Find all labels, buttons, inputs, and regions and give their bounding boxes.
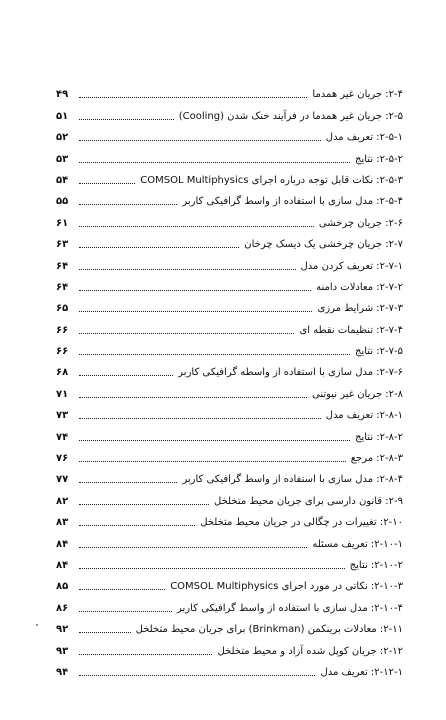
toc-entry [56, 251, 403, 272]
dot-leader [79, 525, 195, 526]
toc-entry-title: ۲-۱۰: تغییرات در چگالی در جریان محیط متخلخل [200, 517, 403, 529]
dot-leader [79, 418, 321, 419]
toc-entry [56, 230, 403, 251]
toc-entry [56, 401, 403, 422]
toc-entry-title: ۲-۵-۴: مدل سازی با استفاده از واسط گرافیکی کاربر [182, 196, 403, 208]
toc-entry-page-number: ۸۴ [56, 538, 69, 550]
toc-entry-page-number: ۷۱ [56, 388, 69, 400]
toc-entry-page-number: ۶۱ [56, 217, 69, 229]
toc-entry-page-number: ۶۴ [56, 281, 69, 293]
toc-entry-title: ۲-۱۲-۱: تعریف مدل [320, 666, 403, 678]
toc-entry-page-number: ۵۳ [56, 153, 69, 165]
toc-entry [56, 337, 403, 358]
toc-entry-page-number: ۵۴ [56, 174, 69, 186]
toc-entry [56, 294, 403, 315]
toc-entry-page-number: ۹۲ [56, 624, 69, 636]
toc-entry-page-number: ۵۲ [56, 132, 69, 144]
toc-entry [56, 358, 403, 379]
toc-entry [56, 486, 403, 507]
toc-entry [56, 529, 403, 550]
toc-entry-page-number: ۸۶ [56, 602, 69, 614]
toc-entry-page-number: ۶۴ [56, 260, 69, 272]
toc-entry-title: ۲-۷-۳: شرایط مرزی [317, 303, 403, 315]
toc-entry [56, 444, 403, 465]
toc-entry-title: ۲-۵-۱: تعریف مدل [325, 132, 403, 144]
toc-entry-page-number: ۷۶ [56, 453, 69, 465]
toc-entry-title: ۲-۱۰-۱: تعریف مسئله [312, 538, 403, 550]
toc-entry-title: ۲-۸-۳: مرجع [350, 453, 403, 465]
table-of-contents [56, 80, 403, 679]
toc-entry [56, 572, 403, 593]
toc-entry [56, 166, 403, 187]
toc-entry-page-number: ۹۳ [56, 645, 69, 657]
toc-entry-title: ۲-۱۲: جریان کوپل شده آزاد و محیط متخلخل [217, 645, 403, 657]
toc-entry-page-number: ۵۱ [56, 110, 69, 122]
toc-entry [56, 615, 403, 636]
dot-leader [79, 547, 307, 548]
toc-entry [56, 315, 403, 336]
dot-leader [79, 269, 296, 270]
toc-entry-page-number: ۴۹ [56, 89, 69, 101]
scan-speck [36, 624, 38, 626]
toc-entry-title: ۲-۵-۲: نتایج [355, 153, 403, 165]
dot-leader [79, 140, 321, 141]
toc-entry [56, 123, 403, 144]
dot-leader [79, 440, 350, 441]
toc-entry [56, 551, 403, 572]
toc-entry-title: ۲-۷-۲: معادلات دامنه [316, 281, 403, 293]
toc-entry [56, 636, 403, 657]
dot-leader [79, 204, 177, 205]
toc-entry-title: ۲-۸-۲: نتایج [355, 431, 403, 443]
toc-entry-title: ۲-۷-۶: مدل سازی با استفاده از واسطه گرافیکی کاربر [178, 367, 403, 379]
toc-entry [56, 273, 403, 294]
toc-entry [56, 208, 403, 229]
toc-entry-page-number: ۸۵ [56, 581, 69, 593]
toc-entry-title: ۲-۷-۱: تعریف کردن مدل [300, 260, 403, 272]
toc-entry-page-number: ۶۶ [56, 324, 69, 336]
toc-entry-title: ۲-۸-۴: مدل سازی با استفاده از واسط گرافیکی کاربر [182, 474, 403, 486]
dot-leader [79, 568, 345, 569]
dot-leader [79, 504, 209, 505]
dot-leader [79, 461, 346, 462]
toc-entry-title: ۲-۷-۵: نتایج [355, 346, 403, 358]
toc-entry-title: ۲-۵-۳: نکات قابل توجه درباره اجرای COMSOL Multiphysics [140, 174, 403, 186]
toc-entry-title: ۲-۱۰-۴: مدل سازی با استفاده از واسط گرافیکی کاربر [177, 602, 403, 614]
toc-entry-title: ۲-۸-۱: تعریف مدل [325, 410, 403, 422]
toc-entry [56, 144, 403, 165]
toc-entry-title: ۲-۶: جریان چرخشی [318, 217, 403, 229]
toc-entry [56, 187, 403, 208]
dot-leader [79, 375, 173, 376]
toc-entry-page-number: ۶۸ [56, 367, 69, 379]
dot-leader [79, 247, 239, 248]
toc-entry-page-number: ۷۷ [56, 474, 69, 486]
toc-entry-page-number: ۵۵ [56, 196, 69, 208]
toc-entry-page-number: ۷۴ [56, 431, 69, 443]
toc-entry-page-number: ۶۶ [56, 346, 69, 358]
toc-entry [56, 80, 403, 101]
dot-leader [79, 654, 212, 655]
toc-entry-title: ۲-۷-۴: تنظیمات نقطه ای [299, 324, 403, 336]
dot-leader [79, 119, 174, 120]
dot-leader [79, 482, 177, 483]
dot-leader [79, 183, 135, 184]
toc-entry [56, 379, 403, 400]
dot-leader [79, 354, 350, 355]
dot-leader [79, 97, 307, 98]
dot-leader [79, 311, 312, 312]
toc-entry-title: ۲-۱۱: معادلات برینکمن (Brinkman) برای جریان محیط متخلخل [135, 624, 403, 636]
toc-entry-title: ۲-۱۰-۳: نکاتی در مورد اجرای COMSOL Multiphysics [170, 581, 403, 593]
toc-entry-title: ۲-۹: قانون دارسی برای جریان محیط متخلخل [214, 495, 403, 507]
toc-entry [56, 465, 403, 486]
toc-entry-title: ۲-۴: جریان غیر همدما [312, 89, 403, 101]
dot-leader [79, 589, 165, 590]
dot-leader [79, 611, 172, 612]
toc-entry [56, 658, 403, 679]
toc-entry-page-number: ۶۳ [56, 239, 69, 251]
toc-entry-page-number: ۹۴ [56, 666, 69, 678]
toc-entry [56, 422, 403, 443]
toc-entry-page-number: ۷۳ [56, 410, 69, 422]
toc-entry [56, 508, 403, 529]
toc-entry-page-number: ۸۲ [56, 495, 69, 507]
toc-entry-title: ۲-۸: جریان غیر نیوتنی [311, 388, 403, 400]
dot-leader [79, 632, 131, 633]
toc-entry-title: ۲-۷: جریان چرخشی یک دیسک چرخان [244, 239, 403, 251]
dot-leader [79, 162, 350, 163]
toc-entry-title: ۲-۱۰-۲: نتایج [349, 559, 403, 571]
dot-leader [79, 290, 311, 291]
toc-entry [56, 593, 403, 614]
toc-entry-title: ۲-۵: جریان غیر همدما در فرآیند خنک شدن (Cooling) [178, 110, 403, 122]
dot-leader [79, 333, 294, 334]
toc-entry [56, 101, 403, 122]
toc-entry-page-number: ۶۵ [56, 303, 69, 315]
dot-leader [79, 397, 307, 398]
toc-entry-page-number: ۸۴ [56, 559, 69, 571]
dot-leader [79, 226, 314, 227]
toc-entry-page-number: ۸۳ [56, 517, 69, 529]
dot-leader [79, 675, 315, 676]
